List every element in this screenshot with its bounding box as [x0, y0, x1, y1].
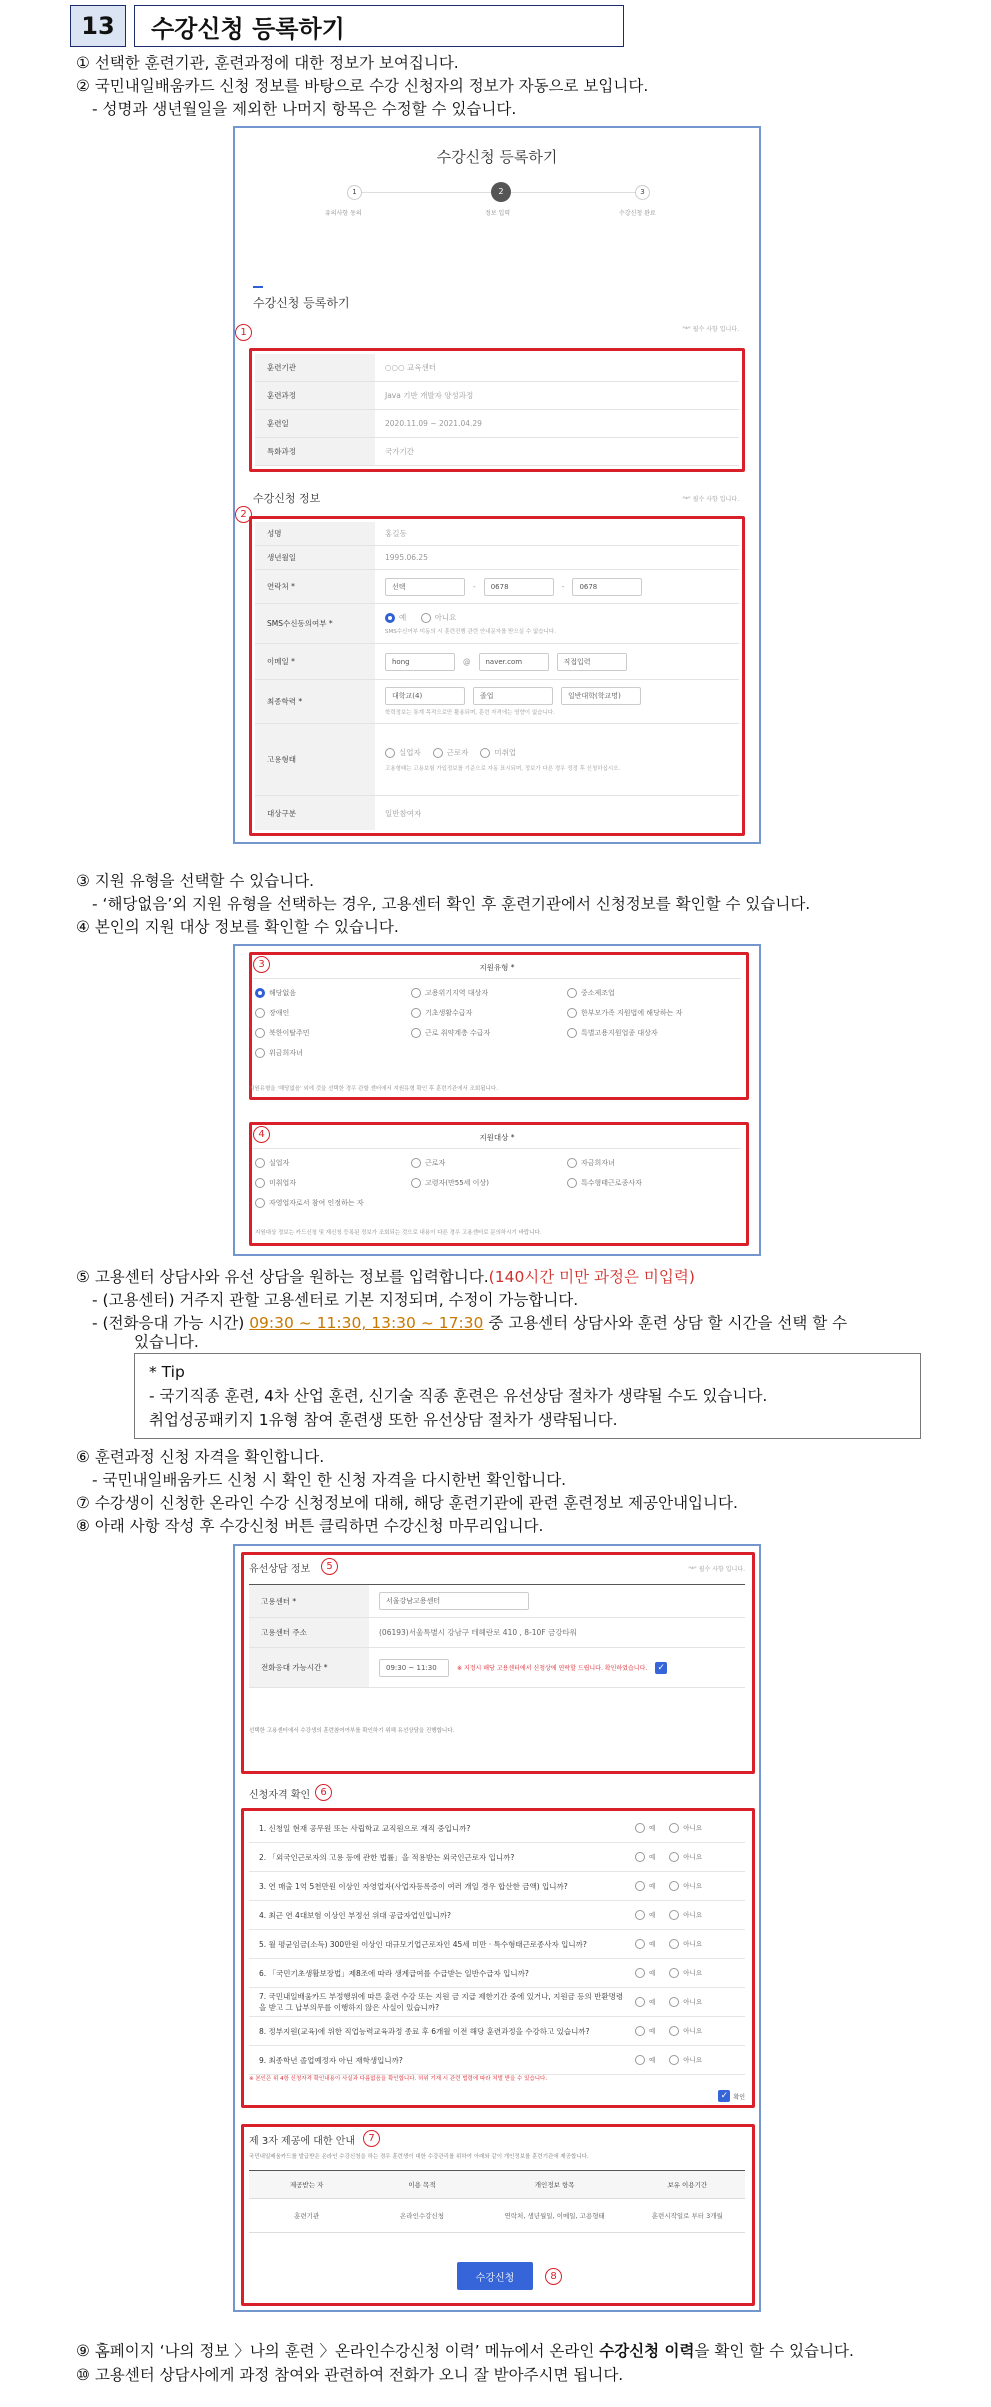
qualification-row: 8. 정부지원(교육)에 위한 직업능력교육과정 종료 후 6개월 이전 해당 훈련과정을 수강하고 있습니까? 예 아니요 — [249, 2017, 745, 2046]
instruction-3-sub: - ‘해당없음’외 지원 유형을 선택하는 경우, 고용센터 확인 후 훈련기관에서 신청정보를 확인할 수 있습니다. — [92, 895, 811, 913]
type-radio-6[interactable] — [567, 1008, 577, 1018]
screenshot-registration-form: 수강신청 등록하기 1 2 3 유의사항 동의 정보 입력 수강신청 완료 수강신청 등록하기 "*" 필수 사항 입니다. 1 훈련기관 ○○○ 교육센터 훈련과정 Java 기반 개발자 양성과정 훈련일 2020.11.09 ~ 2021.04.29 특화과정 국가기간 수강신청 정보 "*" 필수 사항 입니다. 2 성명 홍길동 생년월일 1995.06.25 연락처 * 선택 - 0678 - 0678 SMS수신동의여부 * 예 아니요 SMS수신여부 미동의 시 훈련진행 관련 안내문자를 받으실 수 없습니다. 이메일 * hong @ naver.com 직접입력 최종학력 * 대학교(4) 졸업 일반대학(학교명) 학력정보는 통계 목적으로만 활용되며, 훈련 자격에는 영향이 없습니다. 고용형태 실업자 근로자 미취업 고용형태는 고용보험 가입정보를 기준으로 자동 표시되며, 정보가 다른 경우 정정 후 신청하십시오. 대상구분 일반참여자 — [233, 126, 761, 844]
qualification-title: 신청자격 확인 — [249, 1790, 311, 1801]
graduation-select[interactable]: 졸업 — [473, 687, 553, 705]
school-select[interactable]: 일반대학(학교명) — [561, 687, 641, 705]
type-radio-2[interactable] — [411, 988, 421, 998]
step-2-label: 정보 입력 — [485, 210, 511, 217]
type-radio-7[interactable] — [255, 1028, 265, 1038]
email-domain-select[interactable]: 직접입력 — [557, 653, 627, 671]
instruction-5: ⑤ 고용센터 상담사와 유선 상담을 원하는 정보를 입력합니다.(140시간 미만 과정은 미입력) — [76, 1268, 695, 1286]
phone-note: 선택한 고용센터에서 수강생의 훈련참여여부를 확인하기 위해 유선상담을 진행합니다. — [249, 1728, 455, 1734]
target-radio-5 — [411, 1178, 421, 1188]
marker-5: 5 — [321, 1558, 338, 1575]
instruction-5-sub-2: - (전화응대 가능 시간) 09:30 ~ 11:30, 13:30 ~ 17:30 중 고용센터 상담사와 훈련 상담 할 시간을 선택 할 수 — [92, 1314, 848, 1332]
yes-radio[interactable] — [635, 2026, 645, 2036]
marker-1: 1 — [235, 324, 252, 341]
instruction-6-sub: - 국민내일배움카드 신청 시 확인 한 신청 자격을 다시한번 확인합니다. — [92, 1471, 567, 1489]
instruction-7: ⑦ 수강생이 신청한 온라인 수강 신청정보에 대해, 해당 훈련기관에 관련 훈련정보 제공안내입니다. — [76, 1494, 738, 1512]
qualification-question: 9. 최종학년 졸업예정자 아닌 재학생입니까? — [259, 2055, 403, 2065]
sms-no-radio[interactable] — [421, 613, 431, 623]
instruction-3: ③ 지원 유형을 선택할 수 있습니다. — [76, 872, 315, 890]
phone-info-table: 고용센터 * 서울강남고용센터 고용센터 주소 (06193)서울특별시 강남구 테헤란로 410 , 8-10F 금강타워 전화응대 가능시간 * 09:30 ~ 11:30 ※ 지정시 해당 고용센터에서 신청상에 연락할 드립니다. 확인하였습니다. ✓ — [249, 1584, 745, 1704]
no-radio[interactable] — [669, 1939, 679, 1949]
type-radio-9[interactable] — [567, 1028, 577, 1038]
marker-3: 3 — [253, 956, 270, 973]
target-radio-3 — [567, 1158, 577, 1168]
no-radio[interactable] — [669, 1910, 679, 1920]
agree-checkbox[interactable]: ✓ — [718, 2090, 730, 2102]
yes-radio[interactable] — [635, 1968, 645, 1978]
third-party-table: 제공받는 자 이용 목적 개인정보 항목 보유 이용기간 훈련기관 온라인수강신청 연락처, 생년월일, 이메일, 고용형태 훈련시작일로 부터 3개월 — [249, 2170, 745, 2234]
target-radio-7 — [255, 1198, 265, 1208]
no-radio[interactable] — [669, 1852, 679, 1862]
instruction-4: ④ 본인의 지원 대상 정보를 확인할 수 있습니다. — [76, 918, 399, 936]
call-time-select[interactable]: 09:30 ~ 11:30 — [379, 1659, 449, 1677]
form-title: 수강신청 등록하기 — [436, 148, 558, 166]
qualification-row: 2. 「외국인근로자의 고용 등에 관한 법률」을 적용받는 외국인근로자 입니까? 예 아니요 — [249, 1843, 745, 1872]
instruction-2-sub: - 성명과 생년월일을 제외한 나머지 항목은 수정할 수 있습니다. — [92, 100, 517, 118]
support-target-label: 지원대상 * — [479, 1133, 515, 1142]
qualification-row: 5. 월 평균임금(소득) 300만원 이상인 대규모기업근로자인 45세 미만 · 특수형태근로종사자 입니까? 예 아니요 — [249, 1930, 745, 1959]
yes-radio[interactable] — [635, 1910, 645, 1920]
qualification-list — [249, 1814, 745, 2084]
instruction-10: ⑩ 고용센터 상담사에게 과정 참여와 관련하여 전화가 오니 잘 받아주시면 됩니다. — [76, 2366, 624, 2384]
type-radio-4[interactable] — [255, 1008, 265, 1018]
qualification-row: 1. 신청일 현재 공무원 또는 사립학교 교직원으로 재직 중입니까? 예 아니요 — [249, 1814, 745, 1843]
instruction-2: ② 국민내일배움카드 신청 정보를 바탕으로 수강 신청자의 정보가 자동으로 보입니다. — [76, 77, 649, 95]
phone-section-title: 유선상담 정보 — [249, 1564, 311, 1575]
job-center-select[interactable]: 서울강남고용센터 — [379, 1592, 529, 1610]
support-target-note: 지원대상 정보는 카드신청 및 재신청 등록된 정보가 조회되는 것으로 내용이 다른 경우 고용센터로 문의하시기 바랍니다. — [255, 1230, 542, 1236]
screenshot-support-type: 3 지원유형 * 해당없음 고용위기지역 대상자 중소제조업 장애인 기초생활수급자 한부모가족 지원법에 해당하는 자 북한이탈주민 근로 취약계층 수급자 특별고용지원업종 대상자 위금희자녀 지원유형을 '해당없음' 외에 것을 선택한 경우 관할 센터에서 지원유형 확인 후 훈련기관에서 조회됩니다. 4 지원대상 * 실업자 근로자 자금희자녀 미취업자 고령자(만55세 이상) 특수형태근로종사자 자영업자로서 참여 인정하는 자 지원대상 정보는 카드신청 및 재신청 등록된 정보가 조회되는 것으로 내용이 다른 경우 고용센터로 문의하시기 바랍니다. — [233, 944, 761, 1256]
yes-radio[interactable] — [635, 1852, 645, 1862]
phone-prefix-select[interactable]: 선택 — [385, 578, 465, 596]
no-radio[interactable] — [669, 1968, 679, 1978]
type-radio-5[interactable] — [411, 1008, 421, 1018]
qualification-row: 4. 최근 연 4대보험 이상인 부정선 위대 공급자업인입니까? 예 아니요 — [249, 1901, 745, 1930]
job-type-radio-2[interactable] — [433, 748, 443, 758]
qualification-row: 6. 「국민기초생활보장법」제8조에 따라 생계급여를 수급받는 일반수급자 입니까? 예 아니요 — [249, 1959, 745, 1988]
support-type-label: 지원유형 * — [479, 963, 515, 972]
phone-mid-input[interactable]: 0678 — [484, 578, 554, 596]
qualification-question: 8. 정부지원(교육)에 위한 직업능력교육과정 종료 후 6개월 이전 해당 훈련과정을 수강하고 있습니까? — [259, 2026, 590, 2036]
yes-radio[interactable] — [635, 1997, 645, 2007]
screenshot-phone-consult: 유선상담 정보 5 "*" 필수 사항 입니다. 고용센터 * 서울강남고용센터 고용센터 주소 (06193)서울특별시 강남구 테헤란로 410 , 8-10F 금강타워 전화응대 가능시간 * 09:30 ~ 11:30 ※ 지정시 해당 고용센터에서 신청상에 연락할 드립니다. 확인하였습니다. ✓ 선택한 고용센터에서 수강생의 훈련참여여부를 확인하기 위해 유선상담을 진행합니다. 신청자격 확인 6 1. 신청일 현재 공무원 또는 사립학교 교직원으로 재직 중입니까? 예 아니요 2. 「외국인근로자의 고용 등에 관한 법률」을 적용받는 외국인근로자 입니까? 예 아니요 3. 연 매출 1억 5천만원 이상인 자영업자(사업자등록증이 여러 개일 경우 합산한 금액) 입니까? 예 아니요 4. 최근 연 4대보험 이상인 부정선 위대 공급자업인입니까? 예 아니요 5. 월 평균임금(소득) 300만원 이상인 대규모기업근로자인 45세 미만 · 특수형태근로종사자 입니까? 예 아니요 6. 「국민기초생활보장법」제8조에 따라 생계급여를 수급받는 일반수급자 입니까? 예 아니요 7. 국민내일배움카드 부정행위에 따른 훈련 수강 또는 지원 금 지급 제한기간 중에 있거나, 지원금 등의 반환명령을 받고 그 납부의무를 이행하지 않은 사실이 있습니까? 예 아니요 8. 정부지원(교육)에 위한 직업능력교육과정 종료 후 6개월 이전 해당 훈련과정을 수강하고 있습니까? 예 아니요 9. 최종학년 졸업예정자 아닌 재학생입니까? 예 아니요 ※ 본인은 위 4항 신청자격 확인내용이 사실과 다름없음을 확인합니다. 허위 기재 시 관련 법령에 따라 처벌 받을 수 있습니다. ✓ 확인 제 3자 제공에 대한 안내 7 국민내일배움카드를 발급받은 온라인 수강신청을 하는 경우 훈련생이 대한 수강관리를 위하여 아래와 같이 개인정보를 훈련기관에 제공합니다. 제공받는 자 이용 목적 개인정보 항목 보유 이용기간 훈련기관 온라인수강신청 연락처, 생년월일, 이메일, 고용형태 훈련시작일로 부터 3개월 수강신청 8 — [233, 1544, 761, 2312]
highlight-3 — [249, 952, 749, 1100]
target-radio-4 — [255, 1178, 265, 1188]
qualification-question: 2. 「외국인근로자의 고용 등에 관한 법률」을 적용받는 외국인근로자 입니까? — [259, 1852, 515, 1862]
required-note: "*" 필수 사항 입니다. — [682, 326, 739, 333]
applicant-info-table: 성명 홍길동 생년월일 1995.06.25 연락처 * 선택 - 0678 - 0678 SMS수신동의여부 * 예 아니요 SMS수신여부 미동의 시 훈련진행 관련 안내문자를 받으실 수 없습니다. 이메일 * hong @ naver.com 직접입력 최종학력 * 대학교(4) 졸업 일반대학(학교명) 학력정보는 통계 목적으로만 활용되며, 훈련 자격에는 영향이 없습니다. 고용형태 실업자 근로자 미취업 고용형태는 고용보험 가입정보를 기준으로 자동 표시되며, 정보가 다른 경우 정정 후 신청하십시오. 대상구분 일반참여자 — [255, 522, 739, 830]
type-radio-8[interactable] — [411, 1028, 421, 1038]
row-institution: 훈련기관 ○○○ 교육센터 — [255, 354, 739, 382]
no-radio[interactable] — [669, 2026, 679, 2036]
support-type-note: 지원유형을 '해당없음' 외에 것을 선택한 경우 관할 센터에서 지원유형 확인 후 훈련기관에서 조회됩니다. — [249, 1086, 498, 1092]
phone-last-input[interactable]: 0678 — [572, 578, 642, 596]
submit-button[interactable]: 수강신청 — [457, 2262, 533, 2290]
step-1-label: 유의사항 동의 — [325, 210, 362, 217]
instruction-5-sub-1: - (고용센터) 거주지 관할 고용센터로 기본 지정되며, 수정이 가능합니다. — [92, 1291, 579, 1309]
type-radio-10[interactable] — [255, 1048, 265, 1058]
tip-line-1: - 국기직종 훈련, 4차 산업 훈련, 신기술 직종 훈련은 유선상담 절차가 생략될 수도 있습니다. — [149, 1387, 768, 1405]
type-radio-3[interactable] — [567, 988, 577, 998]
job-type-radio-1[interactable] — [385, 748, 395, 758]
confirm-checkbox[interactable]: ✓ — [655, 1662, 667, 1674]
no-radio[interactable] — [669, 1997, 679, 2007]
yes-radio[interactable] — [635, 1939, 645, 1949]
third-party-title: 제 3자 제공에 대한 안내 — [249, 2136, 356, 2147]
tip-line-2: 취업성공패키지 1유형 참여 훈련생 또한 유선상담 절차가 생략됩니다. — [149, 1411, 618, 1429]
qualification-row: 3. 연 매출 1억 5천만원 이상인 자영업자(사업자등록증이 여러 개일 경우 합산한 금액) 입니까? 예 아니요 — [249, 1872, 745, 1901]
qualification-question: 1. 신청일 현재 공무원 또는 사립학교 교직원으로 재직 중입니까? — [259, 1823, 471, 1833]
no-radio[interactable] — [669, 1823, 679, 1833]
instruction-6: ⑥ 훈련과정 신청 자격을 확인합니다. — [76, 1448, 325, 1466]
no-radio[interactable] — [669, 2055, 679, 2065]
target-radio-1 — [255, 1158, 265, 1168]
section-2-title: 수강신청 정보 — [253, 492, 321, 505]
qualification-question: 4. 최근 연 4대보험 이상인 부정선 위대 공급자업인입니까? — [259, 1910, 451, 1920]
instruction-5-sub-2-cont: 있습니다. — [134, 1333, 199, 1351]
instruction-8: ⑧ 아래 사항 작성 후 수강신청 버튼 클릭하면 수강신청 마무리입니다. — [76, 1517, 544, 1535]
instruction-9: ⑨ 홈페이지 ‘나의 정보 〉나의 훈련 〉온라인수강신청 이력’ 메뉴에서 온라인 수강신청 이력을 확인 할 수 있습니다. — [76, 2342, 854, 2360]
row-date: 훈련일 2020.11.09 ~ 2021.04.29 — [255, 410, 739, 438]
qualification-note: ※ 본인은 위 4항 신청자격 확인내용이 사실과 다름없음을 확인합니다. 허위 기재 시 관련 법령에 따라 처벌 받을 수 있습니다. — [249, 2076, 548, 2082]
section-1-title: 수강신청 등록하기 — [253, 296, 350, 310]
section-number: 13 — [70, 5, 126, 47]
tip-title: * Tip — [149, 1363, 185, 1381]
step-3-label: 수강신청 완료 — [619, 210, 656, 217]
education-select[interactable]: 대학교(4) — [385, 687, 465, 705]
job-type-radio-3[interactable] — [480, 748, 490, 758]
sms-yes-radio[interactable] — [385, 613, 395, 623]
row-course: 훈련과정 Java 기반 개발자 양성과정 — [255, 382, 739, 410]
course-info-table — [255, 354, 739, 466]
qualification-question: 7. 국민내일배움카드 부정행위에 따른 훈련 수강 또는 지원 금 지급 제한기간 중에 있거나, 지원금 등의 반환명령을 받고 그 납부의무를 이행하지 않은 사실이 있습니까? — [259, 1992, 624, 2012]
marker-4: 4 — [253, 1126, 270, 1143]
qualification-question: 3. 연 매출 1억 5천만원 이상인 자영업자(사업자등록증이 여러 개일 경우 합산한 금액) 입니까? — [259, 1881, 568, 1891]
marker-8: 8 — [545, 2268, 562, 2285]
yes-radio[interactable] — [635, 1823, 645, 1833]
no-radio[interactable] — [669, 1881, 679, 1891]
instruction-1: ① 선택한 훈련기관, 훈련과정에 대한 정보가 보여집니다. — [76, 54, 459, 72]
marker-2: 2 — [235, 506, 252, 523]
qualification-question: 6. 「국민기초생활보장법」제8조에 따라 생계급여를 수급받는 일반수급자 입니까? — [259, 1968, 529, 1978]
email-id-input[interactable]: hong — [385, 653, 455, 671]
marker-7: 7 — [363, 2130, 380, 2147]
marker-6: 6 — [315, 1784, 332, 1801]
step-indicator: 1 2 3 유의사항 동의 정보 입력 수강신청 완료 — [235, 182, 759, 232]
section-title: 수강신청 등록하기 — [134, 5, 624, 47]
tip-box — [134, 1353, 921, 1439]
qualification-question: 5. 월 평균임금(소득) 300만원 이상인 대규모기업근로자인 45세 미만 · 특수형태근로종사자 입니까? — [259, 1939, 587, 1949]
qualification-row: 9. 최종학년 졸업예정자 아닌 재학생입니까? 예 아니요 — [249, 2046, 745, 2075]
qualification-row: 7. 국민내일배움카드 부정행위에 따른 훈련 수강 또는 지원 금 지급 제한기간 중에 있거나, 지원금 등의 반환명령을 받고 그 납부의무를 이행하지 않은 사실이 있습니까? 예 아니요 — [249, 1988, 745, 2017]
third-party-note: 국민내일배움카드를 발급받은 온라인 수강신청을 하는 경우 훈련생이 대한 수강관리를 위하여 아래와 같이 개인정보를 훈련기관에 제공합니다. — [249, 2154, 589, 2160]
row-special: 특화과정 국가기간 — [255, 438, 739, 466]
email-domain-input[interactable]: naver.com — [479, 653, 549, 671]
section-header — [70, 5, 624, 47]
target-radio-2 — [411, 1158, 421, 1168]
type-radio-none[interactable] — [255, 988, 265, 998]
target-radio-6 — [567, 1178, 577, 1188]
yes-radio[interactable] — [635, 2055, 645, 2065]
yes-radio[interactable] — [635, 1881, 645, 1891]
